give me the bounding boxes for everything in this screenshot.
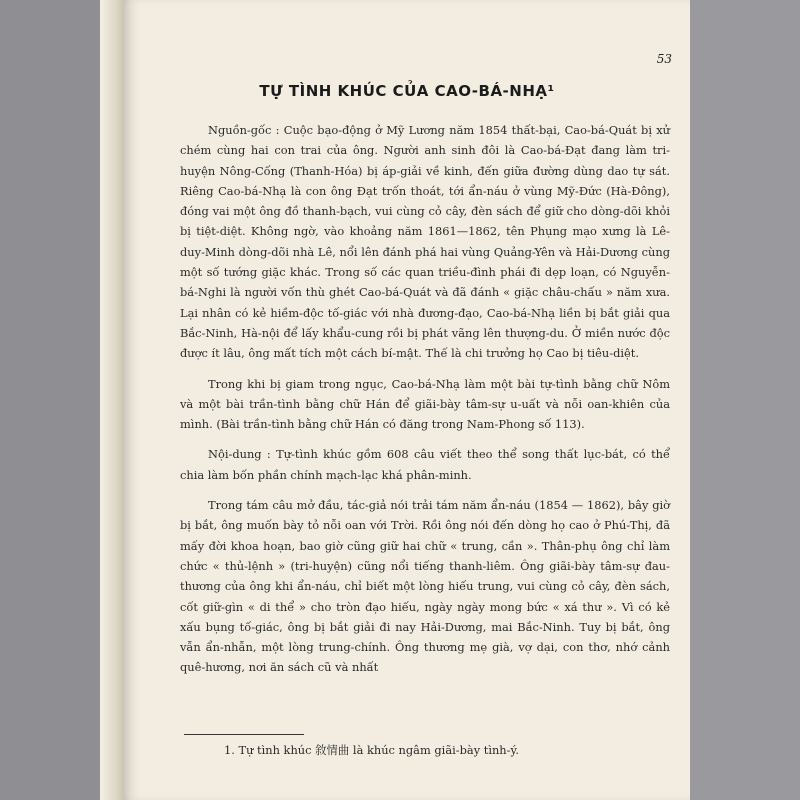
paragraph-opening: Trong tám câu mở đầu, tác-giả nói trải tám năm ẩn-náu (1854 — 1862), bây giờ bị bắt, ông muốn bày tỏ nỗi oan với Trời. Rồi ông nói đến dòng họ cao ở Phú-Thị, đã mấy đời khoa hoạn, bao giờ cũng giữ hai chữ « trung, cần ». Thân-phụ ông chỉ làm chức « thủ-lệnh » (tri-huyện) cũng nổi tiếng thanh-liêm. Ông giãi-bày tâm-sự đau-thương của ông khi ẩn-náu, chỉ biết một lòng hiếu trung, vui cùng cỏ cây, đèn sách, cốt giữ-gìn « di thể » cho tròn đạo hiếu, ngày ngày mong bức « xá thư ». Vì có kẻ xấu bụng tố-giác, ông bị bắt giải đi nay Hải-Dương, mai Bắc-Ninh. Tuy bị bắt, ông vẫn ẩn-nhẫn, một lòng trung-chính. Ông thương mẹ già, vợ dại, con thơ, nhớ cảnh quê-hương, nơi ăn sách cũ và nhất bbox=[180, 498, 670, 675]
footnote: 1. Tự tình khúc 敘情曲 là khúc ngâm giãi-bày tình-ý. bbox=[224, 743, 520, 757]
page-number: 53 bbox=[656, 52, 672, 66]
footnote-divider bbox=[184, 734, 304, 735]
book-spine bbox=[100, 0, 126, 800]
paragraph-content: Nội-dung : Tự-tình khúc gồm 608 câu viết theo thể song thất lục-bát, có thể chia làm bốn phần chính mạch-lạc khá phân-minh. bbox=[180, 447, 670, 482]
paragraph-prison: Trong khi bị giam trong ngục, Cao-bá-Nhạ làm một bài tự-tình bằng chữ Nôm và một bài trần-tình bằng chữ Hán để giãi-bày tâm-sự u-uất và nỗi oan-khiên của mình. (Bài trần-tình bằng chữ Hán có đăng trong Nam-Phong số 113). bbox=[180, 376, 670, 432]
page-title: TỰ TÌNH KHÚC CỦA CAO-BÁ-NHẠ¹ bbox=[259, 82, 555, 100]
body-text bbox=[180, 120, 670, 688]
book-page bbox=[124, 0, 690, 800]
paragraph-origin: Nguồn-gốc : Cuộc bạo-động ở Mỹ Lương năm 1854 thất-bại, Cao-bá-Quát bị xử chém cùng hai con trai của ông. Người anh sinh đôi là Cao-bá-Đạt đang làm tri-huyện Nông-Cống (Thanh-Hóa) bị áp-giải về kinh, đến giữa đường dùng dao tự sát. Riêng Cao-bá-Nhạ là con ông Đạt trốn thoát, tới ẩn-náu ở vùng Mỹ-Đức (Hà-Đông), đóng vai một ông đồ thanh-bạch, vui cùng cỏ cây, đèn sách để giữ cho dòng-dõi khỏi bị tiệt-diệt. Không ngờ, vào khoảng năm 1861—1862, tên Phụng mạo xưng là Lê-duy-Minh dòng-dõi nhà Lê, nổi lên đánh phá hai vùng Quảng-Yên và Hải-Dương cùng một số tướng giặc khác. Trong số các quan triều-đình phái đi dẹp loạn, có Nguyễn-bá-Nghi là người vốn thù ghét Cao-bá-Quát và đã đánh « giặc châu-chấu » năm xưa. Lại nhân có kẻ hiềm-độc tố-giác với nhà đương-đạo, Cao-bá-Nhạ liền bị bắt giải qua Bắc-Ninh, Hà-nội để lấy khẩu-cung rồi bị phát vãng lên thượng-du. Ở miền nước độc được ít lâu, ông mất tích một cách bí-mật. Thế là chi trưởng họ Cao bị tiêu-diệt. bbox=[180, 123, 670, 361]
background-surface bbox=[688, 0, 800, 800]
